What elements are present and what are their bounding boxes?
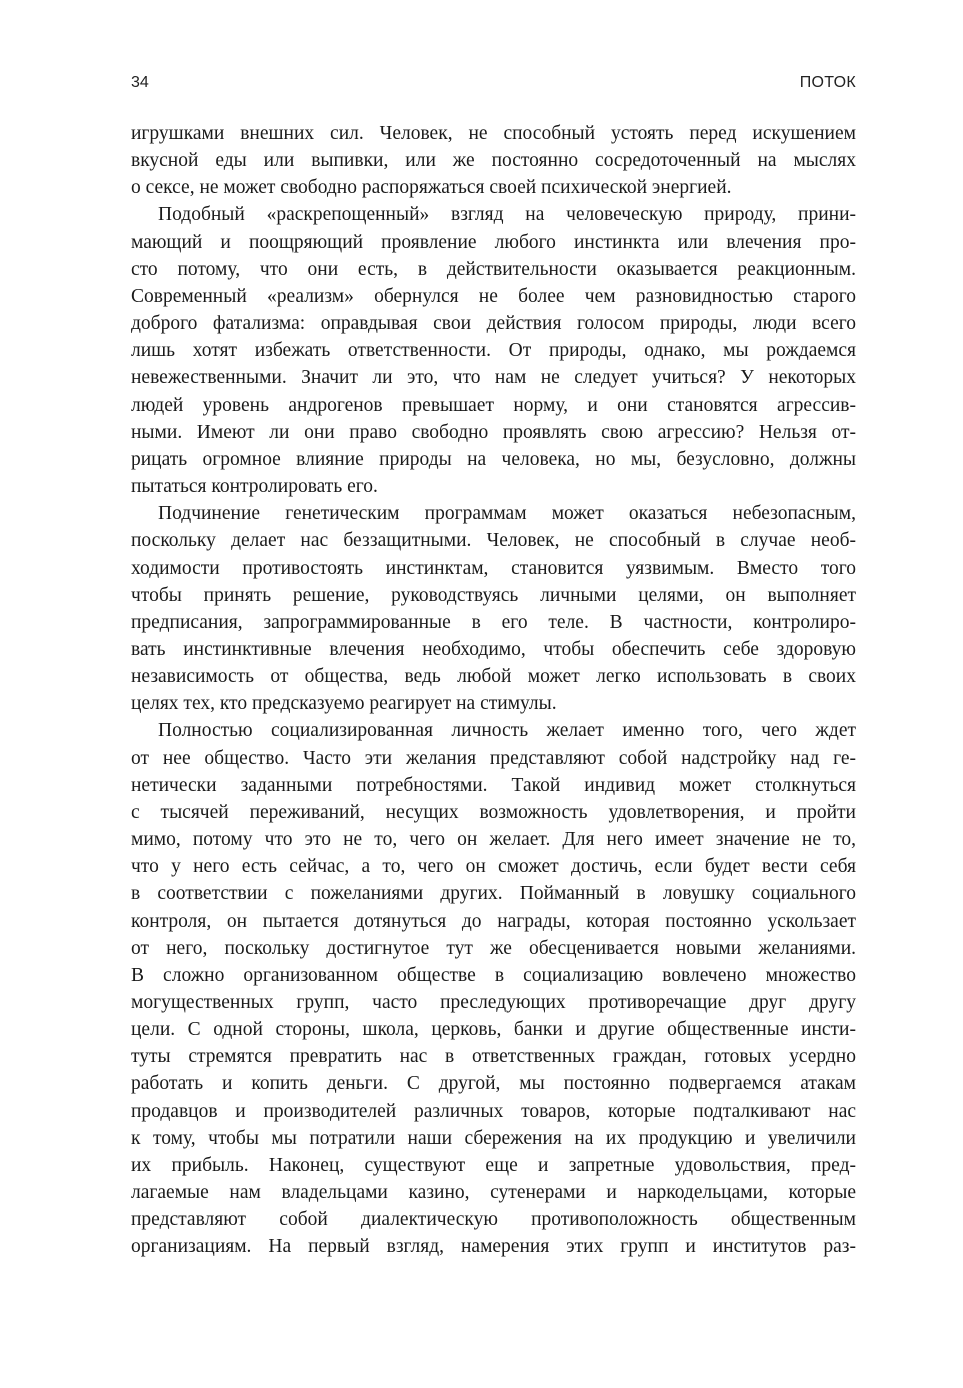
text-line: пытаться контролировать его. (131, 476, 378, 498)
text-line: доброго фатализма: оправдывая свои действия голосом природы, люди всего (131, 313, 856, 335)
text-line: с тысячей переживаний, несущих возможность удовлетворения, и пройти (131, 801, 856, 823)
body-text (131, 120, 856, 1261)
text-line: Современный «реализм» обернулся не более чем разновидностью старого (131, 285, 856, 307)
text-line: В сложно организованном обществе в социализацию вовлечено множество (131, 964, 856, 986)
text-line: лагаемые нам владельцами казино, сутенерами и наркодельцами, которые (131, 1182, 856, 1204)
text-line: чтобы принять решение, руководствуясь личными целями, он выполняет (131, 584, 856, 606)
text-line: цели. С одной стороны, школа, церковь, банки и другие общественные инсти- (131, 1019, 856, 1041)
text-line: ными. Имеют ли они право свободно проявлять свою агрессию? Нельзя от- (131, 421, 856, 443)
text-line: от нее общество. Часто эти желания представляют собой надстройку над ге- (131, 747, 856, 769)
text-line: Полностью социализированная личность желает именно того, чего ждет (158, 720, 856, 742)
text-line: ходимости противостоять инстинктам, становится уязвимым. Вместо того (131, 557, 856, 579)
running-title: ПОТОК (799, 74, 856, 91)
text-line: их прибыль. Наконец, существуют еще и запретные удовольствия, пред- (131, 1154, 856, 1176)
text-line: целях тех, кто предсказуемо реагирует на стимулы. (131, 693, 557, 715)
text-line: к тому, чтобы мы потратили наши сбережения на их продукцию и увеличили (131, 1127, 856, 1149)
text-line: сто потому, что они есть, в действительности оказывается реакционным. (131, 258, 856, 280)
text-line: поскольку делает нас беззащитными. Человек, не способный в случае необ- (131, 530, 856, 552)
text-line: рицать огромное влияние природы на человека, но мы, безусловно, должны (131, 448, 856, 470)
text-line: людей уровень андрогенов превышает норму, и они становятся агрессив- (131, 394, 856, 416)
text-line: игрушками внешних сил. Человек, не способный устоять перед искушением (131, 123, 856, 144)
text-line: Подчинение генетическим программам может оказаться небезопасным, (158, 503, 856, 525)
page-number: 34 (131, 74, 149, 91)
text-line: о сексе, не может свободно распоряжаться своей психической энергией. (131, 177, 732, 199)
text-line: организациям. На первый взгляд, намерения этих групп и институтов раз- (131, 1236, 856, 1258)
text-line: предписания, запрограммированные в его теле. В частности, контролиро- (131, 611, 856, 633)
text-line: продавцов и производителей различных товаров, которые подталкивают нас (131, 1100, 856, 1122)
text-line: от него, поскольку достигнутое тут же обесценивается новыми желаниями. (131, 937, 856, 959)
text-line: туты стремятся превратить нас в ответственных граждан, готовых усердно (131, 1046, 856, 1068)
text-line: невежественными. Значит ли это, что нам не следует учиться? У некоторых (131, 367, 856, 389)
text-line: в соответствии с пожеланиями других. Пойманный в ловушку социального (131, 883, 856, 905)
text-line: независимость от общества, ведь любой может легко использовать в своих (131, 666, 856, 688)
text-line: что у него есть сейчас, а то, чего он сможет достичь, если будет вести себя (131, 856, 856, 878)
text-line: контроля, он пытается дотянуться до награды, которая постоянно ускользает (131, 910, 856, 932)
text-line: нетически заданными потребностями. Такой индивид может столкнуться (131, 774, 856, 796)
text-line: работать и копить деньги. С другой, мы постоянно подвергаемся атакам (131, 1073, 856, 1095)
text-line: лишь хотят избежать ответственности. От природы, однако, мы рождаемся (131, 340, 856, 362)
text-line: Подобный «раскрепощенный» взгляд на человеческую природу, прини- (158, 204, 856, 226)
text-line: вать инстинктивные влечения необходимо, чтобы обеспечить себе здоровую (131, 638, 856, 660)
text-line: вкусной еды или выпивки, или же постоянно сосредоточенный на мыслях (131, 150, 856, 172)
text-line: мимо, потому что это не то, чего он желает. Для него имеет значение не то, (131, 829, 856, 851)
text-line: мающий и поощряющий проявление любого инстинкта или влечения про- (131, 231, 856, 253)
text-line: могущественных групп, часто преследующих противоречащие друг другу (131, 992, 856, 1013)
text-line: представляют собой диалектическую противоположность общественным (131, 1209, 856, 1231)
